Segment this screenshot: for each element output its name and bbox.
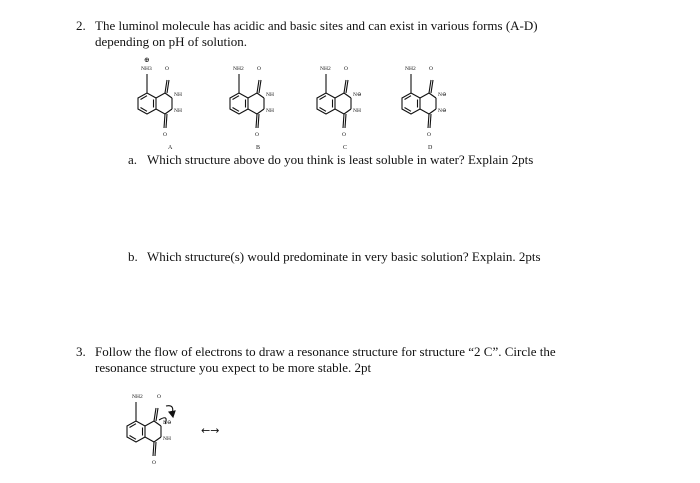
- part-b-text: Which structure(s) would predominate in very basic solution? Explain. 2pts: [147, 249, 541, 264]
- resonance-arrow: ←→: [201, 424, 220, 437]
- structure-b-upper-n: NH: [266, 92, 274, 98]
- structure-a-bottom-oxygen: O: [163, 132, 167, 138]
- structure-c-upper-n: N⊖: [353, 92, 362, 98]
- structure-c-lower-n: NH: [353, 108, 361, 114]
- structure-d-letter: D: [428, 145, 433, 151]
- part-a-label: a.: [128, 152, 138, 167]
- structure-a-charge: ⊕: [144, 56, 150, 64]
- structure-d-bottom-oxygen: O: [427, 132, 431, 138]
- structure-d-top-oxygen: O: [429, 66, 433, 72]
- q3-amine: NH2: [132, 394, 143, 400]
- structure-d-lower-n: N⊖: [438, 108, 447, 114]
- structure-b-bottom-oxygen: O: [255, 132, 259, 138]
- structure-a-top-oxygen: O: [165, 66, 169, 72]
- structure-b-top-oxygen: O: [257, 66, 261, 72]
- structure-b-letter: B: [256, 145, 261, 151]
- structure-d: [392, 56, 472, 151]
- structure-a: [128, 56, 208, 151]
- structure-a-amine: NH3: [141, 66, 152, 72]
- question-3-line-1: Follow the flow of electrons to draw a resonance structure for structure “2 C”. Circle the: [95, 344, 556, 359]
- q3-top-oxygen: O: [157, 394, 161, 400]
- structure-c-top-oxygen: O: [344, 66, 348, 72]
- q3-bottom-oxygen: O: [152, 460, 156, 466]
- structure-c: [307, 56, 387, 151]
- structure-b-lower-n: NH: [266, 108, 274, 114]
- structure-b-amine: NH2: [233, 66, 244, 72]
- q3-upper-n: N⊖: [163, 420, 172, 426]
- question-2-number: 2.: [76, 18, 86, 33]
- structure-a-lower-n: NH: [174, 108, 182, 114]
- structure-d-amine: NH2: [405, 66, 416, 72]
- structure-c-letter: C: [343, 145, 348, 151]
- question-3-line-2: resonance structure you expect to be more stable. 2pt: [95, 360, 372, 375]
- structure-a-letter: A: [168, 145, 173, 151]
- structure-d-upper-n: N⊖: [438, 92, 447, 98]
- structure-c-bottom-oxygen: O: [342, 132, 346, 138]
- structure-b: [220, 56, 300, 151]
- part-a-text: Which structure above do you think is least soluble in water? Explain 2pts: [147, 152, 534, 167]
- structure-c-amine: NH2: [320, 66, 331, 72]
- question-2-line-2: depending on pH of solution.: [95, 34, 248, 49]
- question-3-number: 3.: [76, 344, 86, 359]
- structure-a-upper-n: NH: [174, 92, 182, 98]
- question-3-structure: [117, 384, 207, 479]
- part-b-label: b.: [128, 249, 138, 264]
- q3-lower-n: NH: [163, 436, 171, 442]
- question-2-line-1: The luminol molecule has acidic and basic sites and can exist in various forms (A-D): [95, 18, 538, 33]
